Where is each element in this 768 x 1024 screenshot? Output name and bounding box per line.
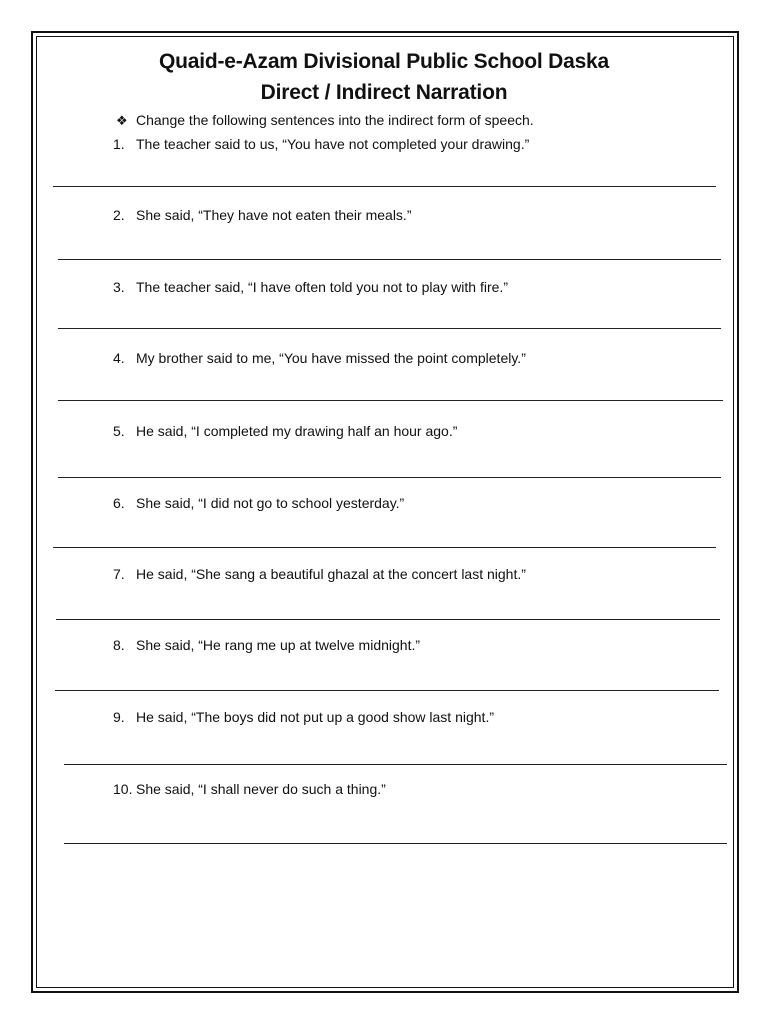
question-9	[113, 709, 494, 725]
instruction-text: Change the following sentences into the indirect form of speech.	[136, 112, 534, 128]
question-number: 6.	[113, 495, 125, 511]
question-4	[113, 350, 526, 366]
question-text: The teacher said to us, “You have not completed your drawing.”	[136, 136, 530, 152]
question-text: He said, “The boys did not put up a good show last night.”	[136, 709, 494, 725]
question-10	[113, 781, 386, 797]
answer-line-9[interactable]	[64, 764, 727, 765]
question-6	[113, 495, 404, 511]
question-text: She said, “I did not go to school yesterday.”	[136, 495, 405, 511]
school-name: Quaid-e-Azam Divisional Public School Daska	[158, 50, 610, 73]
question-text: She said, “I shall never do such a thing.”	[136, 781, 386, 797]
question-number: 4.	[113, 350, 125, 366]
question-1	[113, 136, 529, 152]
question-number: 5.	[113, 423, 125, 439]
question-7	[113, 566, 526, 582]
diamond-bullet-icon: ❖	[116, 113, 128, 128]
question-number: 10.	[113, 781, 133, 797]
question-text: The teacher said, “I have often told you not to play with fire.”	[136, 279, 508, 295]
answer-line-3[interactable]	[58, 328, 721, 329]
answer-line-1[interactable]	[53, 186, 716, 187]
question-number: 2.	[113, 207, 125, 223]
answer-line-10[interactable]	[64, 843, 727, 844]
question-2	[113, 207, 411, 223]
answer-line-2[interactable]	[58, 259, 721, 260]
answer-line-6[interactable]	[53, 547, 716, 548]
question-8	[113, 637, 420, 653]
answer-line-5[interactable]	[58, 477, 721, 478]
question-5	[113, 423, 457, 439]
instruction	[116, 112, 534, 129]
question-number: 3.	[113, 279, 125, 295]
question-number: 9.	[113, 709, 125, 725]
question-number: 1.	[113, 136, 125, 152]
question-text: He said, “I completed my drawing half an hour ago.”	[136, 423, 458, 439]
question-text: He said, “She sang a beautiful ghazal at the concert last night.”	[136, 566, 526, 582]
answer-line-7[interactable]	[56, 619, 720, 620]
worksheet-title: Direct / Indirect Narration	[260, 81, 508, 104]
page-border-inner	[36, 36, 734, 988]
question-number: 7.	[113, 566, 125, 582]
question-text: She said, “They have not eaten their meals.”	[136, 207, 412, 223]
answer-line-4[interactable]	[58, 400, 723, 401]
question-text: My brother said to me, “You have missed the point completely.”	[136, 350, 526, 366]
answer-line-8[interactable]	[55, 690, 719, 691]
question-text: She said, “He rang me up at twelve midnight.”	[136, 637, 421, 653]
question-3	[113, 279, 508, 295]
question-number: 8.	[113, 637, 125, 653]
page-border	[31, 31, 739, 993]
